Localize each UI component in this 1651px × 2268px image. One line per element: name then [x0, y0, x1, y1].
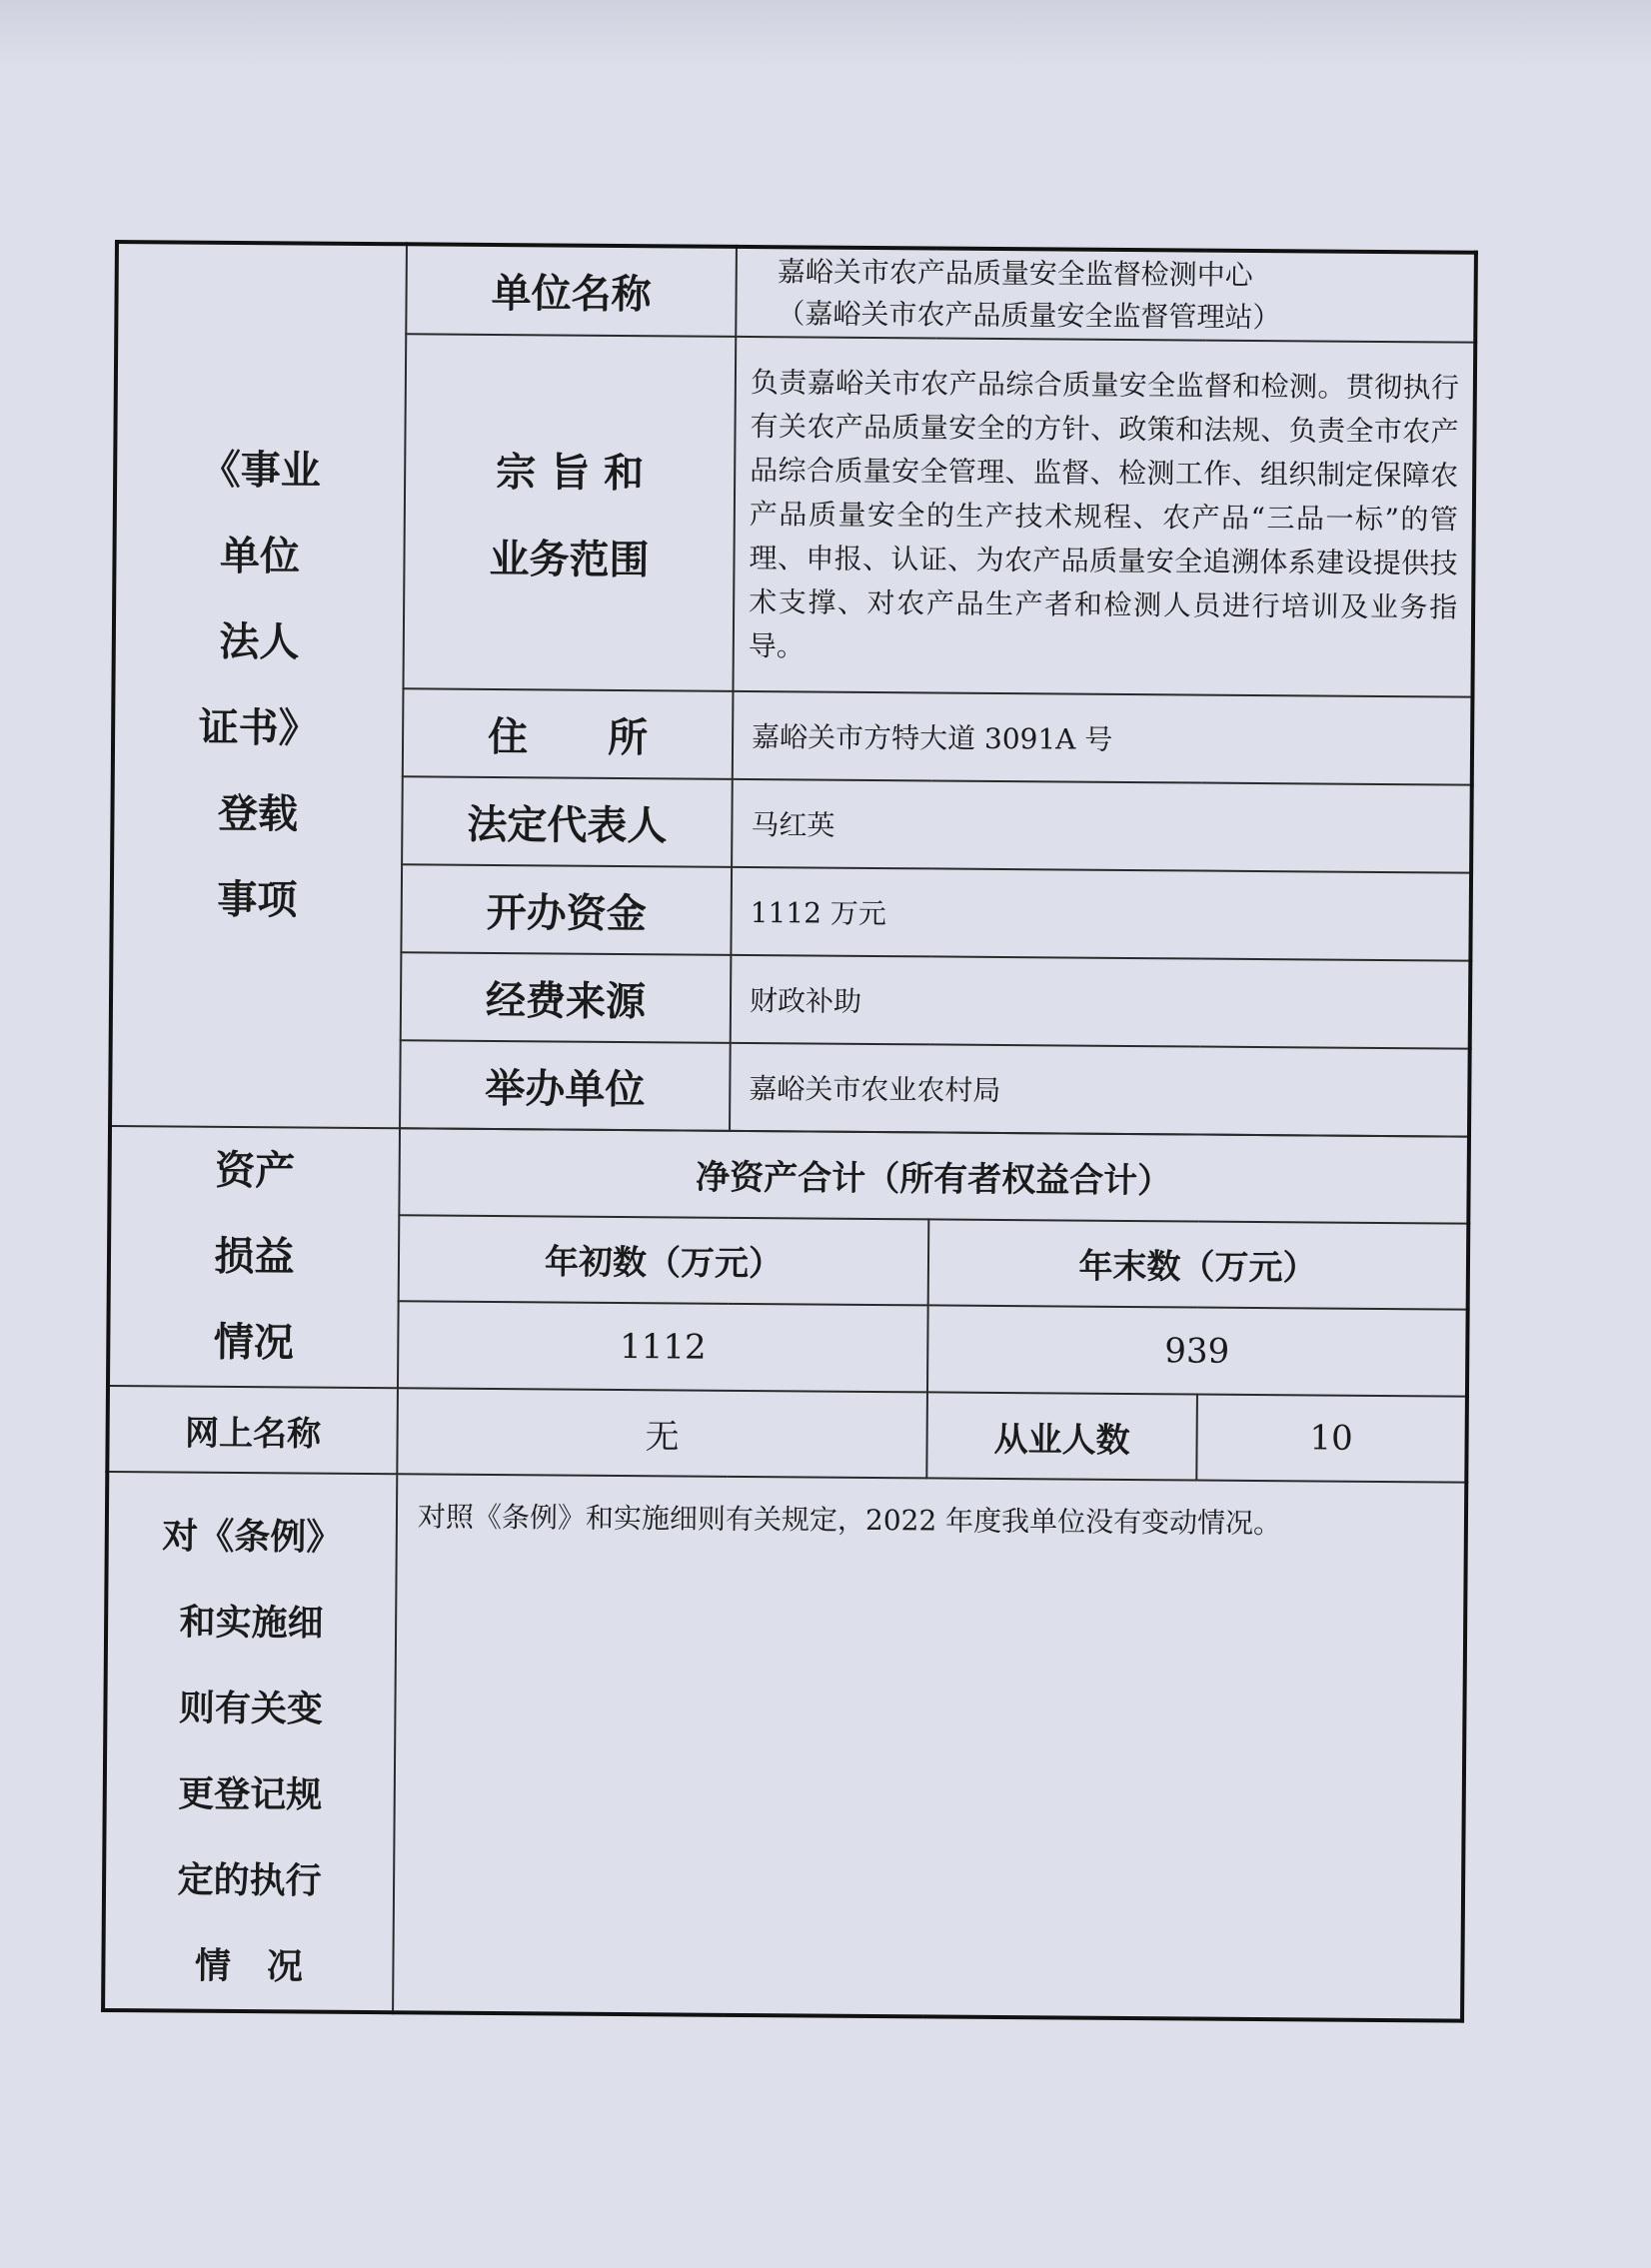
scope-text: 负责嘉峪关市农产品综合质量安全监督和检测。贯彻执行有关农产品质量安全的方针、政策和法规、负责全市农产品综合质量安全管理、监督、检测工作、组织制定保障农产品质量安全的生产技术规程、农产品“三品一标”的管理、申报、认证、为农产品质量安全追溯体系建设提供技术支撑、对农产品生产者和检测人员进行培训及业务指导。	[733, 337, 1475, 697]
address-value: 嘉峪关市方特大道 3091A 号	[733, 691, 1473, 785]
heading-line: 事项	[217, 875, 298, 924]
heading-line: 《事业	[200, 446, 321, 495]
heading-line: 定的执行	[177, 1858, 322, 1902]
sponsor-value: 嘉峪关市农业农村局	[730, 1043, 1470, 1137]
staff-count-value: 10	[1196, 1395, 1467, 1483]
heading-line: 则有关变	[178, 1687, 324, 1730]
staff-count-label: 从业人数	[926, 1392, 1197, 1480]
scope-label-line: 宗 旨 和	[496, 448, 645, 497]
year-begin-value: 1112	[398, 1302, 928, 1393]
heading-line: 情况	[213, 1318, 295, 1367]
funding-source-value: 财政补助	[731, 955, 1471, 1049]
funding-source-label: 经费来源	[401, 952, 732, 1043]
certificate-section-heading	[110, 242, 407, 1128]
unit-name-line: （嘉峪关市农产品质量安全监督管理站）	[777, 296, 1281, 334]
address-label: 住 所	[403, 688, 734, 779]
year-end-value: 939	[927, 1306, 1468, 1397]
year-begin-label: 年初数（万元）	[399, 1215, 929, 1306]
sponsor-label: 举办单位	[400, 1040, 731, 1131]
legal-representative-value: 马红英	[732, 779, 1472, 873]
online-name-value: 无	[397, 1388, 927, 1478]
heading-line: 和实施细	[179, 1601, 324, 1645]
unit-name-line: 嘉峪关市农产品质量安全监督检测中心	[777, 254, 1253, 292]
heading-line: 登载	[217, 789, 299, 838]
registration-form-table	[101, 240, 1478, 2023]
regulation-section-heading	[103, 1472, 397, 2012]
unit-name-label: 单位名称	[406, 244, 737, 337]
heading-line: 法人	[219, 617, 300, 666]
assets-section-heading	[108, 1126, 400, 1388]
regulation-compliance-text: 对照《条例》和实施细则有关规定，2022 年度我单位没有变动情况。	[393, 1474, 1466, 2020]
scope-label-line: 业务范围	[489, 535, 650, 583]
scan-top-edge	[0, 0, 1651, 70]
heading-line: 情 况	[194, 1944, 304, 1988]
capital-label: 开办资金	[401, 864, 732, 955]
unit-name-value	[736, 247, 1476, 343]
legal-representative-label: 法定代表人	[402, 776, 733, 867]
heading-line: 资产	[215, 1146, 296, 1195]
heading-line: 更登记规	[178, 1772, 323, 1816]
net-assets-header: 净资产合计（所有者权益合计）	[399, 1128, 1469, 1223]
scope-label	[403, 334, 736, 691]
heading-line: 单位	[219, 532, 301, 580]
heading-line: 对《条例》	[162, 1515, 343, 1559]
year-end-label: 年末数（万元）	[928, 1219, 1469, 1310]
capital-value: 1112 万元	[731, 867, 1471, 961]
online-name-label: 网上名称	[107, 1386, 398, 1474]
heading-line: 损益	[214, 1232, 295, 1281]
heading-line: 证书》	[198, 703, 319, 752]
